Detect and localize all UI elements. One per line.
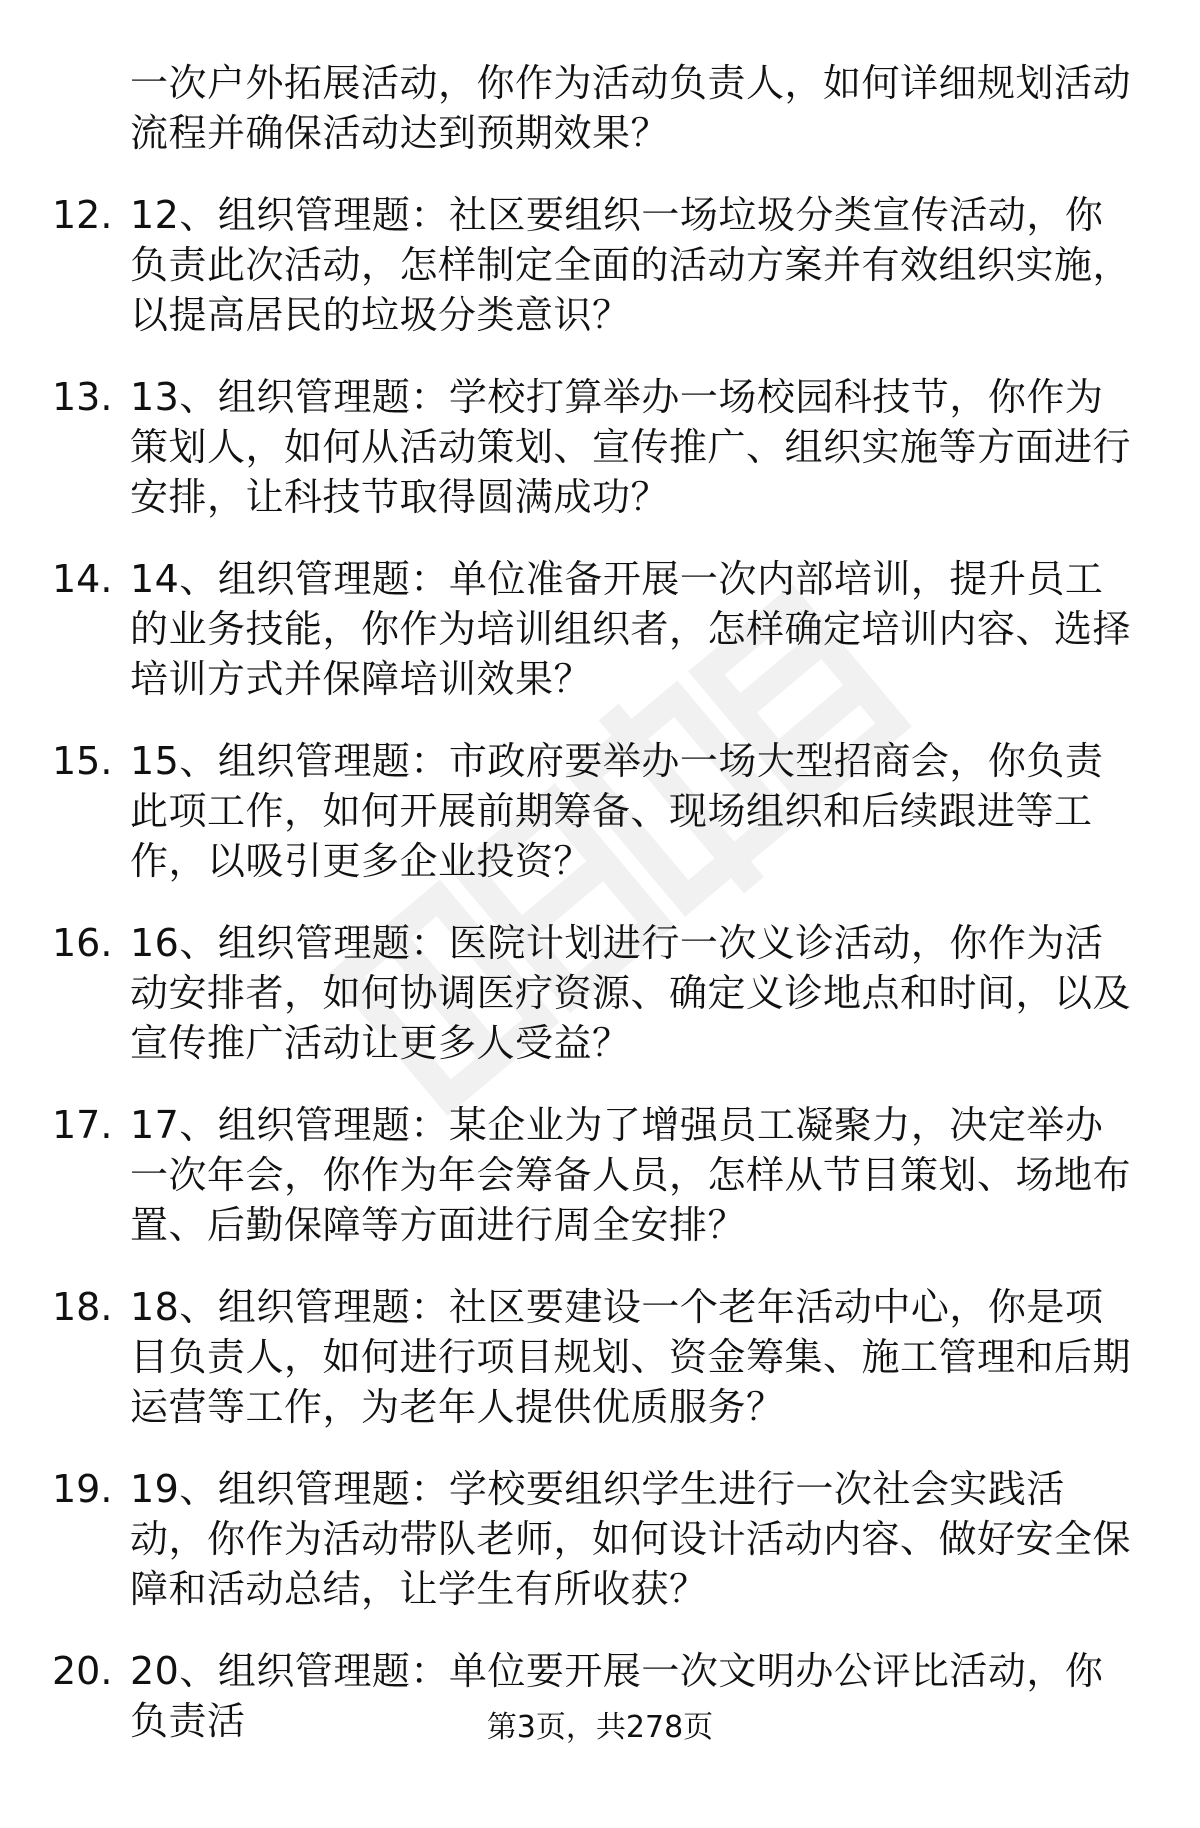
question-item-18 — [0, 1282, 1200, 1464]
question-11-continuation: 一次户外拓展活动，你作为活动负责人，如何详细规划活动流程并确保活动达到预期效果？ — [130, 61, 1132, 155]
question-text: 14、组织管理题：单位准备开展一次内部培训，提升员工的业务技能，你作为培训组织者，怎样确定培训内容、选择培训方式并保障培训效果？ — [130, 557, 1132, 701]
question-text: 15、组织管理题：市政府要举办一场大型招商会，你负责此项工作，如何开展前期筹备、现场组织和后续跟进等工作，以吸引更多企业投资？ — [130, 739, 1104, 883]
question-number: 18. — [52, 1285, 113, 1329]
question-text: 20、组织管理题：单位要开展一次文明办公评比活动，你负责活 — [130, 1649, 1104, 1743]
question-item-19 — [0, 1464, 1200, 1646]
question-text: 16、组织管理题：医院计划进行一次义诊活动，你作为活动安排者，如何协调医疗资源、确定义诊地点和时间，以及宣传推广活动让更多人受益？ — [130, 921, 1132, 1065]
page-footer: 第3页，共278页 — [486, 1710, 714, 1745]
question-number: 13. — [52, 375, 113, 419]
question-text: 18、组织管理题：社区要建设一个老年活动中心，你是项目负责人，如何进行项目规划、资金筹集、施工管理和后期运营等工作，为老年人提供优质服务？ — [130, 1285, 1132, 1429]
question-number: 19. — [52, 1467, 113, 1511]
question-text: 13、组织管理题：学校打算举办一场校园科技节，你作为策划人，如何从活动策划、宣传推广、组织实施等方面进行安排，让科技节取得圆满成功？ — [130, 375, 1132, 519]
question-number: 17. — [52, 1103, 113, 1147]
question-item-12 — [0, 190, 1200, 372]
question-number: 16. — [52, 921, 113, 965]
question-number: 12. — [52, 193, 113, 237]
question-number: 14. — [52, 557, 113, 601]
question-list — [0, 190, 1200, 1828]
question-item-15 — [0, 736, 1200, 918]
question-number: 15. — [52, 739, 113, 783]
question-number: 20. — [52, 1649, 113, 1693]
question-text: 19、组织管理题：学校要组织学生进行一次社会实践活动，你作为活动带队老师，如何设计活动内容、做好安全保障和活动总结，让学生有所收获？ — [130, 1467, 1132, 1611]
question-text: 12、组织管理题：社区要组织一场垃圾分类宣传活动，你负责此次活动，怎样制定全面的活动方案并有效组织实施，以提高居民的垃圾分类意识？ — [130, 193, 1132, 337]
question-item-14 — [0, 554, 1200, 736]
question-item-13 — [0, 372, 1200, 554]
question-item-17 — [0, 1100, 1200, 1282]
question-item-16 — [0, 918, 1200, 1100]
question-text: 17、组织管理题：某企业为了增强员工凝聚力，决定举办一次年会，你作为年会筹备人员，怎样从节目策划、场地布置、后勤保障等方面进行周全安排？ — [130, 1103, 1132, 1247]
